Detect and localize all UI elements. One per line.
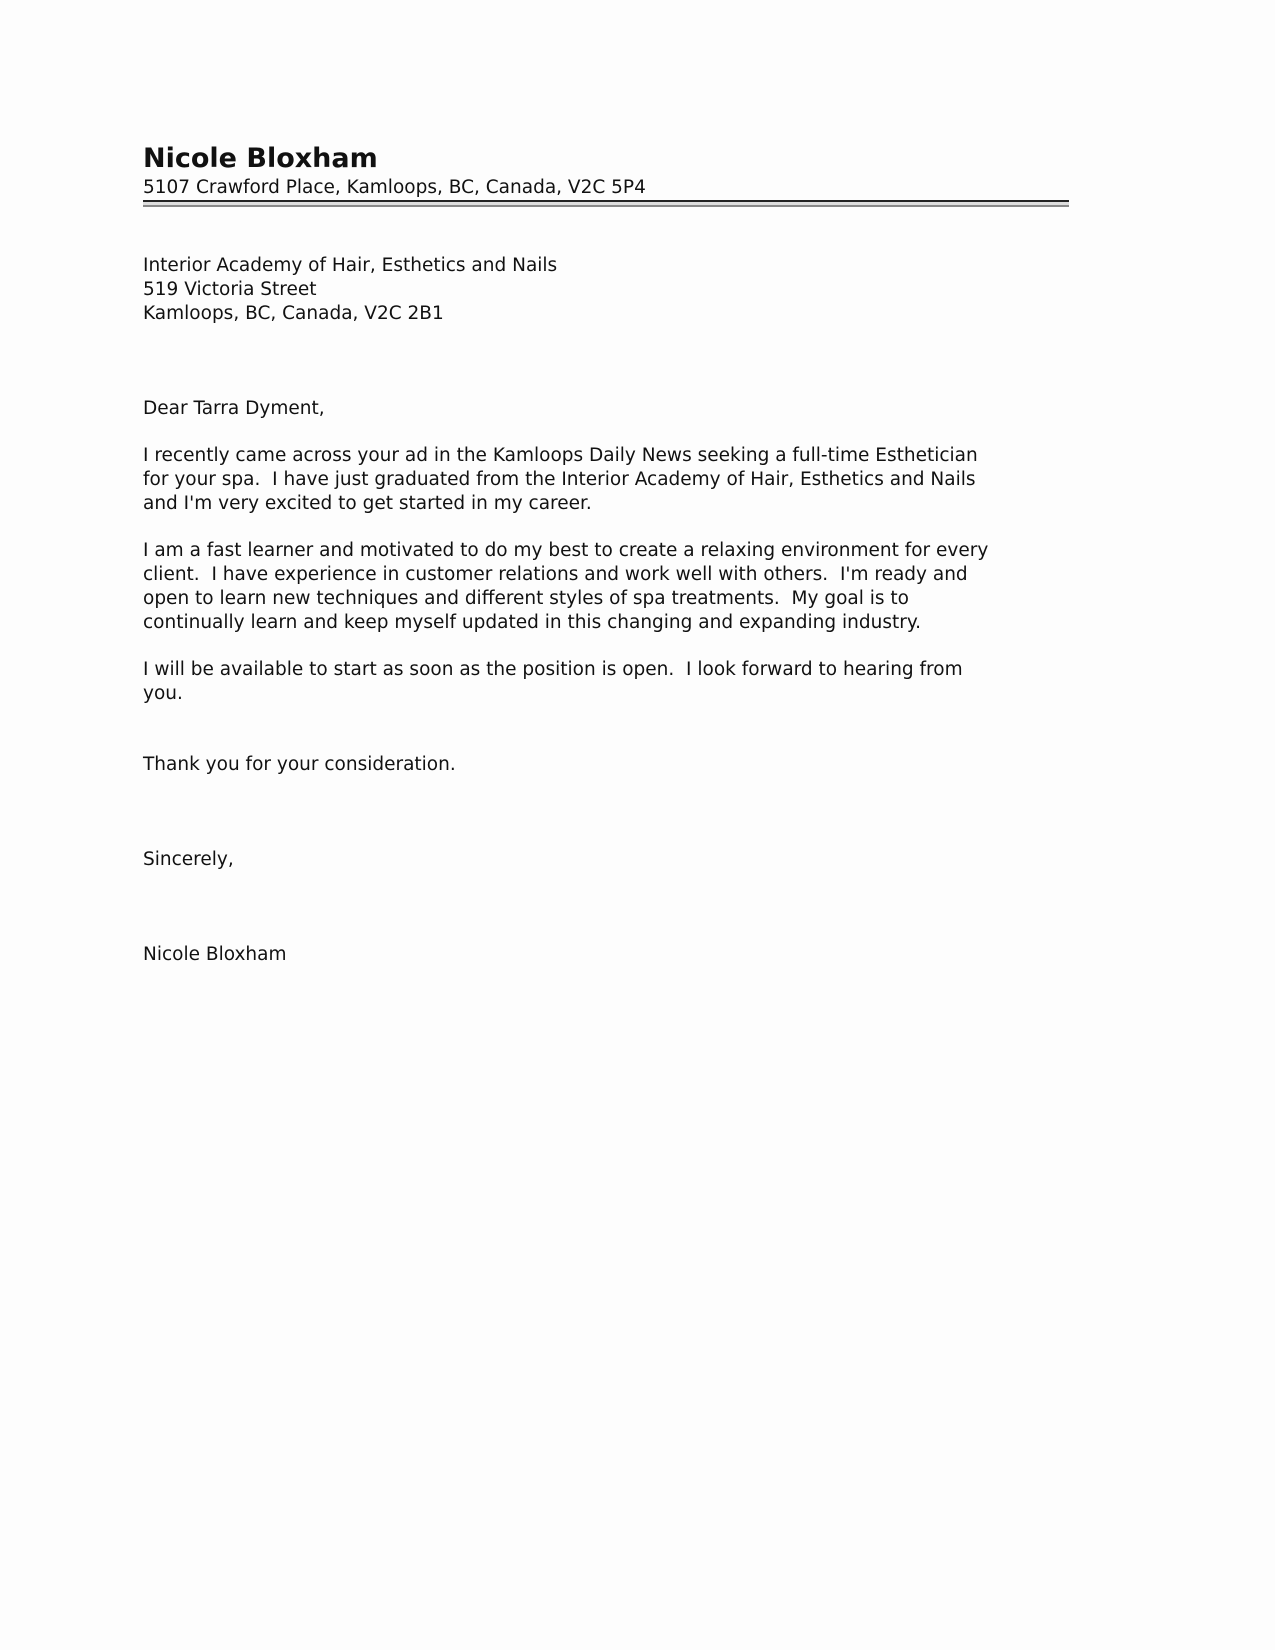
paragraph-line: I am a fast learner and motivated to do my best to create a relaxing environment for every	[143, 540, 989, 561]
signature: Nicole Bloxham	[143, 944, 287, 965]
paragraph-line: and I'm very excited to get started in my career.	[143, 493, 592, 514]
header-rule	[143, 200, 1069, 207]
sender-name: Nicole Bloxham	[143, 143, 378, 174]
salutation: Dear Tarra Dyment,	[143, 398, 325, 419]
paragraph-line: open to learn new techniques and different styles of spa treatments. My goal is to	[143, 588, 909, 609]
sender-address: 5107 Crawford Place, Kamloops, BC, Canada, V2C 5P4	[143, 177, 646, 198]
paragraph-line: for your spa. I have just graduated from the Interior Academy of Hair, Esthetics and Nails	[143, 469, 976, 490]
paragraph-line: you.	[143, 683, 183, 704]
paragraph-line: I will be available to start as soon as the position is open. I look forward to hearing from	[143, 659, 963, 680]
paragraph-line: client. I have experience in customer relations and work well with others. I'm ready and	[143, 564, 968, 585]
paragraph-line: continually learn and keep myself updated in this changing and expanding industry.	[143, 612, 922, 633]
recipient-line: Interior Academy of Hair, Esthetics and Nails	[143, 255, 558, 276]
recipient-line: 519 Victoria Street	[143, 279, 317, 300]
recipient-line: Kamloops, BC, Canada, V2C 2B1	[143, 303, 444, 324]
closing: Sincerely,	[143, 849, 234, 870]
paragraph-line: I recently came across your ad in the Kamloops Daily News seeking a full-time Esthetician	[143, 445, 978, 466]
thanks-line: Thank you for your consideration.	[143, 754, 456, 775]
